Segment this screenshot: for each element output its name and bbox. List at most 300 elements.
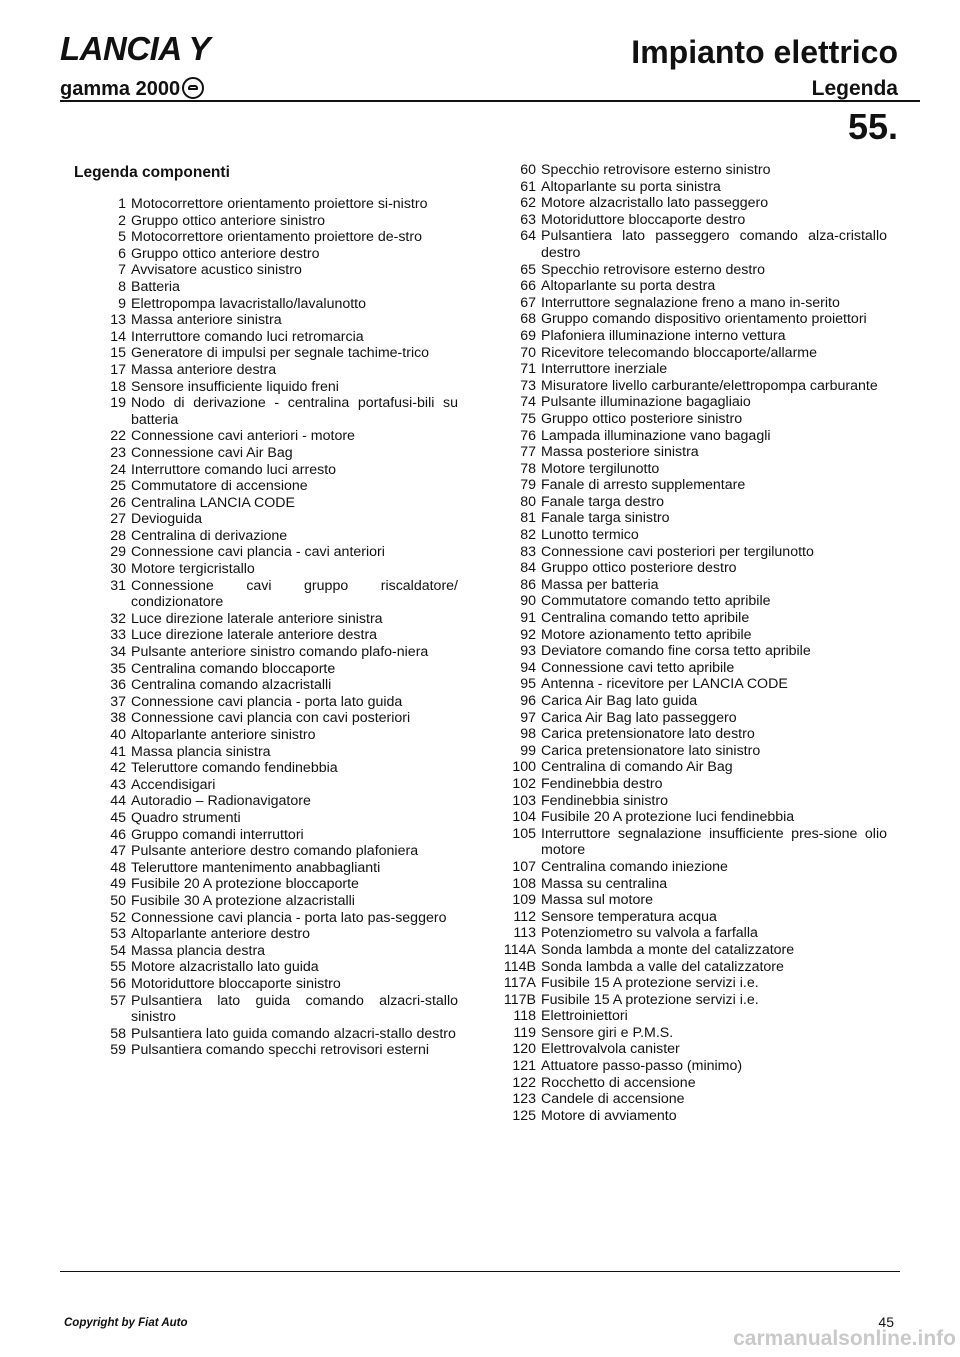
- legend-item-description: Motoriduttore bloccaporte sinistro: [131, 975, 341, 992]
- legend-item-description: Antenna - ricevitore per LANCIA CODE: [541, 676, 788, 693]
- legend-item: [100, 478, 458, 495]
- legend-item-number: 95: [520, 676, 536, 693]
- legend-item-number: 52: [110, 909, 126, 926]
- legend-item: [502, 710, 887, 727]
- legend-item-description: Centralina di derivazione: [131, 527, 288, 544]
- legend-item-description: Luce direzione laterale anteriore sinistra: [131, 610, 383, 627]
- legend-item: [502, 361, 887, 378]
- legend-item-description: Centralina comando iniezione: [541, 858, 728, 875]
- legend-item-description: Motocorrettore orientamento proiettore si-nistro: [131, 196, 428, 212]
- legend-item-description: Gruppo ottico anteriore destro: [131, 245, 320, 262]
- legend-item-number: 38: [110, 710, 126, 727]
- legend-item-number: 7: [118, 262, 126, 279]
- legend-item: [502, 345, 887, 362]
- legend-item-description: Sensore temperatura acqua: [541, 908, 717, 925]
- model-range-label: gamma 2000: [60, 78, 181, 100]
- legend-item: [100, 727, 458, 744]
- legend-item: [100, 345, 458, 362]
- legend-item: [100, 246, 458, 263]
- legend-item: [502, 793, 887, 810]
- legend-item-description: Gruppo ottico posteriore destro: [541, 560, 737, 577]
- legend-item-description: Pulsante illuminazione bagagliaio: [541, 394, 751, 411]
- legend-item-number: 117B: [503, 991, 536, 1008]
- legend-item: [502, 328, 887, 345]
- legend-item: [100, 428, 458, 445]
- legend-item: [100, 694, 458, 711]
- legend-item: [502, 295, 887, 312]
- legend-item-description: Interruttore segnalazione freno a mano in-serito: [541, 294, 840, 311]
- legend-item-number: 64: [520, 228, 536, 245]
- legend-item: [502, 477, 887, 494]
- legend-item: [502, 262, 887, 279]
- legend-item: [502, 942, 887, 959]
- legend-item: [100, 329, 458, 346]
- legend-item-description: Plafoniera illuminazione interno vettura: [541, 327, 786, 344]
- legend-item-number: 36: [110, 677, 126, 694]
- legend-item-number: 49: [110, 876, 126, 893]
- legend-item-number: 23: [110, 444, 126, 461]
- legend-item: [502, 859, 887, 876]
- legend-item-description: Motoriduttore bloccaporte destro: [541, 211, 746, 228]
- legend-item: [100, 760, 458, 777]
- legend-item-number: 56: [110, 975, 126, 992]
- legend-item-description: Sonda lambda a valle del catalizzatore: [541, 958, 784, 975]
- legend-item: [100, 296, 458, 313]
- legend-item: [100, 710, 458, 727]
- legend-item: [100, 860, 458, 877]
- legend-item: [502, 411, 887, 428]
- legend-item-number: 37: [110, 693, 126, 710]
- legend-item-description: Motore azionamento tetto apribile: [541, 626, 752, 643]
- legend-item: [502, 643, 887, 660]
- legend-item: [502, 378, 887, 395]
- legend-item-description: Specchio retrovisore esterno sinistro: [541, 162, 771, 178]
- legend-item-description: Commutatore di accensione: [131, 478, 308, 495]
- legend-item: [502, 577, 887, 594]
- legend-item: [502, 925, 887, 942]
- legend-item-number: 29: [110, 544, 126, 561]
- legend-item-description: Massa anteriore sinistra: [131, 312, 282, 329]
- legend-item: [100, 611, 458, 628]
- legend-item-description: Elettropompa lavacristallo/lavalunotto: [131, 295, 367, 312]
- legend-item: [100, 910, 458, 927]
- legend-item-description: Motore di avviamento: [541, 1107, 677, 1124]
- legend-item-description: Massa posteriore sinistra: [541, 444, 699, 461]
- legend-item: [502, 560, 887, 577]
- page-code: 55.: [847, 106, 898, 147]
- legend-item-number: 120: [512, 1041, 536, 1058]
- legend-item: [502, 676, 887, 693]
- legend-item: [502, 278, 887, 295]
- legend-item-description: Centralina comando alzacristalli: [131, 677, 332, 694]
- page-number: 45: [878, 1314, 894, 1330]
- legend-item: [100, 876, 458, 893]
- legend-item-description: Carica pretensionatore lato destro: [541, 726, 755, 743]
- legend-item-number: 76: [520, 427, 536, 444]
- legend-item: [100, 262, 458, 279]
- legend-item-number: 74: [520, 394, 536, 411]
- legend-item: [100, 827, 458, 844]
- legend-item-description: Gruppo comandi interruttori: [131, 826, 304, 843]
- legend-item-description: Connessione cavi Air Bag: [131, 444, 293, 461]
- legend-item: [502, 1058, 887, 1075]
- legend-item: [502, 1091, 887, 1108]
- watermark: carmanualsonline.info: [733, 1327, 956, 1350]
- legend-item-number: 30: [110, 561, 126, 578]
- legend-item-description: Rocchetto di accensione: [541, 1074, 696, 1091]
- legend-item-number: 86: [520, 576, 536, 593]
- legend-item-description: Massa per batteria: [541, 576, 659, 593]
- legend-item: [100, 810, 458, 827]
- legend-item-description: Fendinebbia destro: [541, 775, 663, 792]
- legend-item-number: 6: [118, 245, 126, 262]
- legend-item-number: 79: [520, 477, 536, 494]
- legend-item-description: Quadro strumenti: [131, 809, 241, 826]
- legend-item-number: 123: [512, 1091, 536, 1108]
- legend-item: [502, 892, 887, 909]
- legend-item-description: Interruttore comando luci retromarcia: [131, 328, 364, 345]
- legend-item: [100, 993, 458, 1026]
- section-subheading: Legenda: [811, 77, 898, 100]
- legend-item: [100, 279, 458, 296]
- legend-item-number: 22: [110, 428, 126, 445]
- legend-item-description: Devioguida: [131, 511, 202, 528]
- legend-item-number: 78: [520, 460, 536, 477]
- legend-item-description: Motore tergilunotto: [541, 460, 660, 477]
- legend-item-description: Massa anteriore destra: [131, 361, 277, 378]
- legend-item: [502, 876, 887, 893]
- legend-item-number: 47: [110, 843, 126, 860]
- legend-item-number: 60: [520, 162, 536, 178]
- legend-item-description: Commutatore comando tetto apribile: [541, 593, 771, 610]
- legend-item: [502, 743, 887, 760]
- legend-item-number: 93: [520, 643, 536, 660]
- legend-item-number: 44: [110, 793, 126, 810]
- legend-item: [502, 726, 887, 743]
- legend-item-number: 55: [110, 959, 126, 976]
- legend-item: [100, 677, 458, 694]
- legend-item: [502, 693, 887, 710]
- legend-item-description: Sonda lambda a monte del catalizzatore: [541, 941, 795, 958]
- legend-item-number: 17: [110, 361, 126, 378]
- legend-item-number: 66: [520, 278, 536, 295]
- legend-item: [100, 578, 458, 611]
- legend-item: [502, 527, 887, 544]
- legend-item-description: Attuatore passo-passo (minimo): [541, 1058, 743, 1075]
- legend-item-number: 13: [110, 312, 126, 329]
- legend-item-number: 91: [520, 610, 536, 627]
- brand-title: LANCIA Y: [60, 30, 211, 67]
- legend-item-number: 122: [512, 1074, 536, 1091]
- legend-item-number: 98: [520, 726, 536, 743]
- legend-item-number: 70: [520, 344, 536, 361]
- legend-item-number: 114A: [503, 941, 536, 958]
- legend-item-description: Altoparlante su porta destra: [541, 278, 716, 295]
- legend-item-description: Connessione cavi plancia - porta lato pas-seggero: [131, 909, 447, 926]
- legend-item: [100, 511, 458, 528]
- model-range: [60, 78, 204, 101]
- legend-item: [502, 212, 887, 229]
- legend-item-number: 45: [110, 809, 126, 826]
- legend-item-number: 58: [110, 1025, 126, 1042]
- legend-item: [100, 229, 458, 246]
- legend-item: [502, 909, 887, 926]
- legend-item-description: Fanale targa destro: [541, 493, 665, 510]
- legend-item: [502, 776, 887, 793]
- legend-item: [100, 362, 458, 379]
- legend-item: [502, 428, 887, 445]
- car-badge-icon: [182, 77, 204, 99]
- legend-item: [100, 627, 458, 644]
- legend-item-number: 54: [110, 942, 126, 959]
- legend-item: [502, 162, 887, 179]
- legend-item-description: Gruppo ottico anteriore sinistro: [131, 212, 325, 229]
- legend-item-description: Ricevitore telecomando bloccaporte/allarme: [541, 344, 818, 361]
- legend-item-description: Centralina comando tetto apribile: [541, 610, 750, 627]
- legend-item-number: 62: [520, 195, 536, 212]
- legend-item: [502, 1041, 887, 1058]
- legend-item-number: 77: [520, 444, 536, 461]
- legend-item-description: Altoparlante anteriore destro: [131, 926, 311, 943]
- legend-item-number: 25: [110, 478, 126, 495]
- legend-item: [502, 1108, 887, 1125]
- legend-item: [502, 311, 887, 328]
- legend-item-description: Fanale targa sinistro: [541, 510, 670, 527]
- legend-item: [502, 444, 887, 461]
- legend-item: [502, 195, 887, 212]
- legend-item-number: 35: [110, 660, 126, 677]
- legend-item-number: 90: [520, 593, 536, 610]
- legend-item-number: 82: [520, 527, 536, 544]
- legend-item: [502, 394, 887, 411]
- legend-item-description: Connessione cavi gruppo riscaldatore/ condizionatore: [131, 577, 458, 611]
- legend-item-number: 18: [110, 378, 126, 395]
- legend-item-description: Carica Air Bag lato guida: [541, 693, 698, 709]
- legend-title: Legenda componenti: [74, 164, 230, 181]
- legend-item-description: Sensore insufficiente liquido freni: [131, 378, 339, 395]
- legend-item-description: Candele di accensione: [541, 1091, 685, 1108]
- legend-item: [502, 627, 887, 644]
- legend-item: [100, 445, 458, 462]
- legend-item-description: Connessione cavi plancia - cavi anteriori: [131, 544, 385, 561]
- legend-item-description: Motore tergicristallo: [131, 561, 255, 578]
- legend-item-number: 81: [520, 510, 536, 527]
- legend-item-number: 41: [110, 743, 126, 760]
- legend-item: [502, 992, 887, 1009]
- legend-column-right: [502, 162, 887, 1124]
- legend-item-number: 27: [110, 511, 126, 528]
- legend-item: [502, 1025, 887, 1042]
- legend-item: [100, 893, 458, 910]
- legend-item: [100, 926, 458, 943]
- legend-item: [502, 179, 887, 196]
- legend-item-description: Luce direzione laterale anteriore destra: [131, 627, 378, 644]
- legend-item-description: Centralina comando bloccaporte: [131, 660, 336, 677]
- legend-item-number: 117A: [503, 975, 536, 992]
- footer-divider: [60, 1271, 900, 1272]
- legend-item-description: Deviatore comando fine corsa tetto apribile: [541, 643, 811, 660]
- legend-item-description: Teleruttore comando fendinebbia: [131, 760, 338, 777]
- legend-column-left: [100, 196, 458, 1059]
- legend-item-description: Elettrovalvola canister: [541, 1041, 680, 1058]
- legend-item-number: 75: [520, 410, 536, 427]
- legend-item-number: 8: [118, 278, 126, 295]
- legend-item: [502, 660, 887, 677]
- legend-item-description: Fusibile 15 A protezione servizi i.e.: [541, 991, 759, 1008]
- legend-item-description: Centralina LANCIA CODE: [131, 494, 296, 511]
- legend-item-description: Lampada illuminazione vano bagagli: [541, 427, 771, 444]
- legend-item-number: 103: [512, 792, 536, 809]
- legend-item-number: 33: [110, 627, 126, 644]
- legend-item: [100, 959, 458, 976]
- legend-item-description: Gruppo ottico posteriore sinistro: [541, 410, 743, 427]
- legend-item-number: 43: [110, 776, 126, 793]
- legend-item: [502, 759, 887, 776]
- legend-item-number: 48: [110, 859, 126, 876]
- legend-item-number: 83: [520, 543, 536, 560]
- legend-item-description: Fusibile 30 A protezione alzacristalli: [131, 892, 355, 909]
- legend-item: [100, 312, 458, 329]
- legend-item-description: Motocorrettore orientamento proiettore de-stro: [131, 229, 422, 246]
- legend-item-description: Batteria: [131, 278, 180, 295]
- legend-item-number: 9: [118, 295, 126, 312]
- legend-item-number: 65: [520, 261, 536, 278]
- legend-item-number: 1: [118, 196, 126, 212]
- legend-item-number: 71: [520, 361, 536, 378]
- legend-item-description: Carica Air Bag lato passeggero: [541, 709, 737, 726]
- legend-item: [100, 561, 458, 578]
- legend-item-description: Carica pretensionatore lato sinistro: [541, 742, 761, 759]
- legend-item-number: 69: [520, 327, 536, 344]
- legend-item-number: 73: [520, 377, 536, 394]
- legend-item-number: 59: [110, 1042, 126, 1059]
- legend-item: [502, 610, 887, 627]
- legend-item-description: Potenziometro su valvola a farfalla: [541, 925, 758, 942]
- legend-item: [100, 395, 458, 428]
- legend-item-number: 24: [110, 461, 126, 478]
- legend-item-number: 102: [512, 775, 536, 792]
- legend-item-description: Fendinebbia sinistro: [541, 792, 668, 809]
- legend-item-number: 28: [110, 527, 126, 544]
- legend-item-number: 40: [110, 727, 126, 743]
- legend-item: [100, 644, 458, 661]
- legend-item-number: 100: [512, 759, 536, 776]
- legend-item: [502, 461, 887, 478]
- legend-item-number: 67: [520, 294, 536, 311]
- legend-item-description: Accendisigari: [131, 776, 216, 793]
- legend-item-number: 46: [110, 826, 126, 843]
- legend-item-description: Connessione cavi plancia - porta lato guida: [131, 693, 403, 710]
- legend-item: [100, 1042, 458, 1059]
- legend-item: [502, 1075, 887, 1092]
- legend-item-description: Specchio retrovisore esterno destro: [541, 261, 765, 278]
- legend-item: [100, 528, 458, 545]
- legend-item-description: Altoparlante su porta sinistra: [541, 178, 721, 195]
- legend-item: [502, 228, 887, 261]
- legend-item: [100, 943, 458, 960]
- legend-item-description: Altoparlante anteriore sinistro: [131, 727, 316, 743]
- legend-item-number: 14: [110, 328, 126, 345]
- legend-item-description: Autoradio – Radionavigatore: [131, 793, 311, 810]
- legend-item-description: Pulsante anteriore destro comando plafoniera: [131, 843, 419, 860]
- legend-item: [502, 544, 887, 561]
- legend-item-number: 63: [520, 211, 536, 228]
- legend-item-description: Fusibile 20 A protezione luci fendinebbia: [541, 809, 795, 826]
- legend-item-description: Connessione cavi plancia con cavi posteriori: [131, 710, 411, 727]
- legend-item-description: Fusibile 15 A protezione servizi i.e.: [541, 975, 759, 992]
- legend-item: [100, 661, 458, 678]
- legend-item-description: Massa sul motore: [541, 892, 653, 909]
- legend-item: [502, 593, 887, 610]
- legend-item: [100, 495, 458, 512]
- legend-item-description: Misuratore livello carburante/elettropompa carburante: [541, 377, 878, 394]
- legend-item-number: 113: [513, 925, 536, 942]
- legend-item-number: 5: [118, 229, 126, 246]
- legend-item-description: Pulsantiera comando specchi retrovisori esterni: [131, 1042, 430, 1059]
- legend-item-description: Centralina di comando Air Bag: [541, 759, 733, 776]
- legend-item-description: Avvisatore acustico sinistro: [131, 262, 302, 279]
- legend-item-number: 105: [512, 825, 536, 842]
- legend-item: [502, 975, 887, 992]
- legend-item: [100, 1026, 458, 1043]
- legend-item-number: 118: [513, 1008, 536, 1025]
- legend-item-description: Massa plancia sinistra: [131, 743, 271, 760]
- legend-item-number: 19: [110, 395, 126, 412]
- copyright-notice: Copyright by Fiat Auto: [64, 1317, 188, 1329]
- legend-item-number: 99: [520, 742, 536, 759]
- legend-item-description: Connessione cavi tetto apribile: [541, 659, 735, 676]
- legend-item: [100, 793, 458, 810]
- legend-item-number: 107: [512, 858, 536, 875]
- legend-item-number: 125: [512, 1107, 536, 1124]
- legend-item: [100, 462, 458, 479]
- legend-item-number: 92: [520, 626, 536, 643]
- legend-item-description: Connessione cavi anteriori - motore: [131, 428, 355, 445]
- legend-item-number: 61: [520, 178, 536, 195]
- legend-item: [502, 494, 887, 511]
- legend-item-number: 80: [520, 493, 536, 510]
- legend-item-number: 96: [520, 693, 536, 709]
- legend-item-description: Interruttore comando luci arresto: [131, 461, 337, 478]
- legend-item: [502, 1008, 887, 1025]
- legend-item-number: 57: [110, 992, 126, 1009]
- legend-item-number: 32: [110, 610, 126, 627]
- legend-item-description: Interruttore segnalazione insufficiente pres-sione olio motore: [541, 825, 887, 859]
- legend-item-description: Sensore giri e P.M.S.: [541, 1024, 674, 1041]
- legend-item: [100, 744, 458, 761]
- legend-item-description: Pulsantiera lato passeggero comando alza-cristallo destro: [541, 228, 887, 261]
- legend-item-number: 68: [520, 311, 536, 328]
- legend-item-number: 121: [512, 1058, 536, 1075]
- legend-item-description: Lunotto termico: [541, 527, 639, 544]
- legend-item-description: Elettroiniettori: [541, 1008, 628, 1025]
- legend-item-description: Pulsantiera lato guida comando alzacri-stallo destro: [131, 1025, 456, 1042]
- legend-item-number: 104: [512, 809, 536, 826]
- legend-item-description: Fanale di arresto supplementare: [541, 477, 746, 494]
- legend-item-number: 94: [520, 659, 536, 676]
- legend-item: [100, 544, 458, 561]
- legend-item-description: Generatore di impulsi per segnale tachime-trico: [131, 345, 430, 362]
- legend-item-number: 114B: [503, 958, 536, 975]
- legend-item-number: 53: [110, 926, 126, 943]
- legend-item: [502, 826, 887, 859]
- legend-item-description: Pulsantiera lato guida comando alzacri-stallo sinistro: [131, 992, 458, 1026]
- legend-item: [502, 959, 887, 976]
- legend-item-description: Motore alzacristallo lato guida: [131, 959, 319, 976]
- legend-item-description: Fusibile 20 A protezione bloccaporte: [131, 876, 359, 893]
- section-heading: Impianto elettrico: [631, 34, 898, 70]
- legend-item-number: 119: [513, 1024, 536, 1041]
